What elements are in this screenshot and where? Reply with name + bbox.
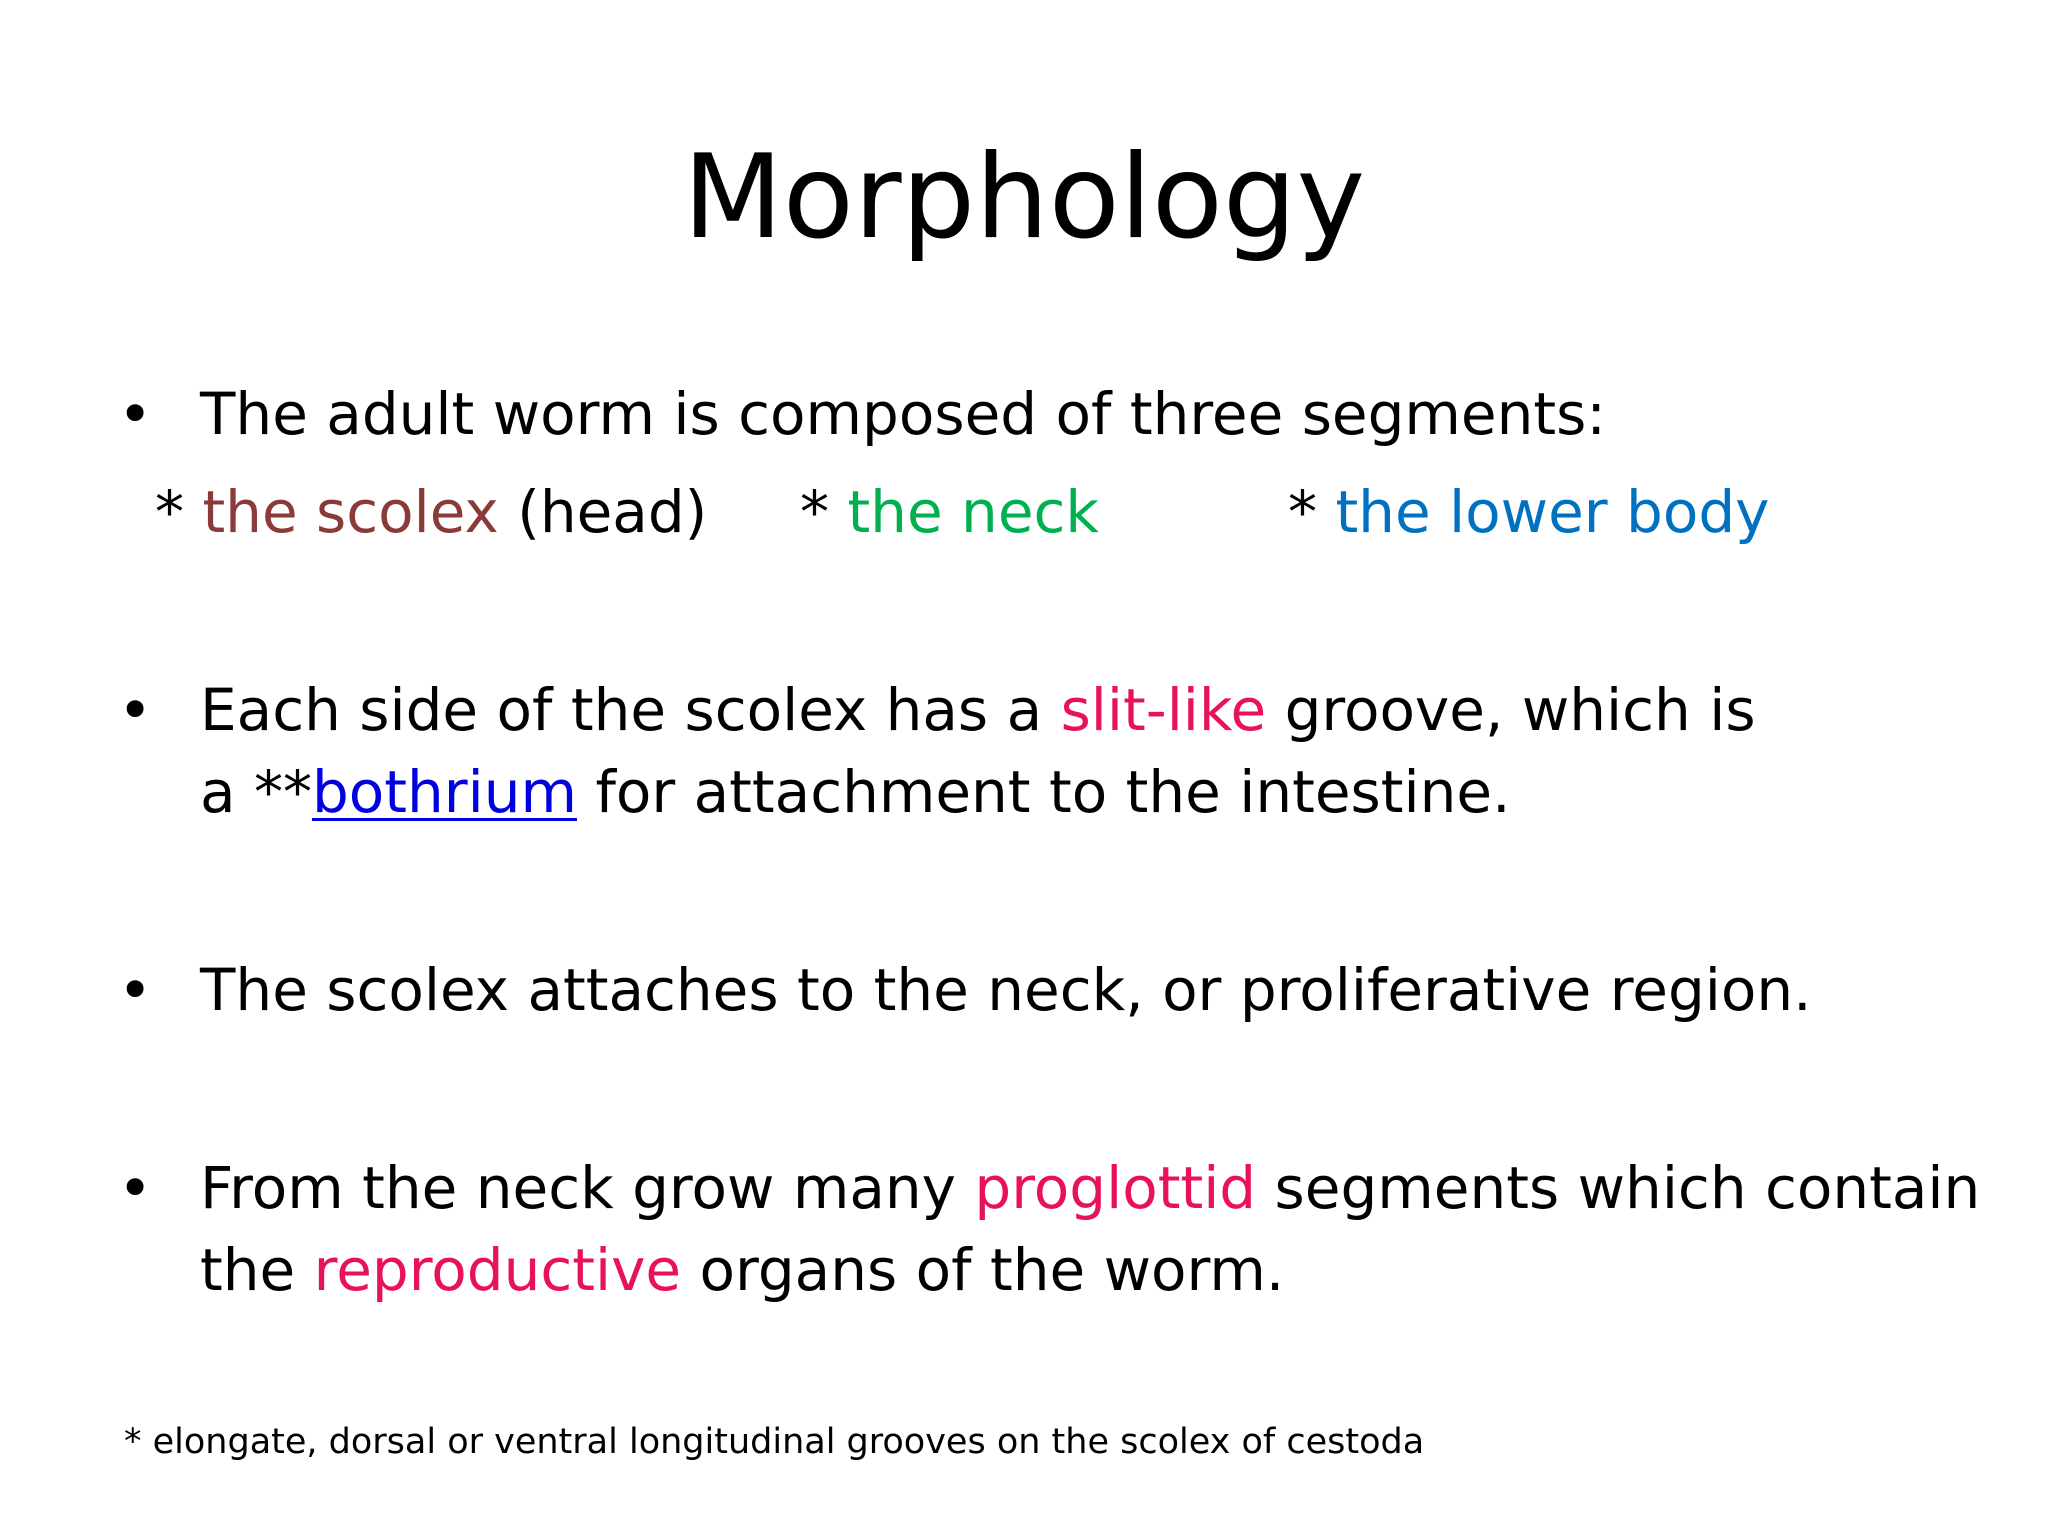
bullet-marker: • bbox=[118, 380, 153, 448]
segment-scolex bbox=[155, 472, 707, 552]
segment-scolex-label: the scolex bbox=[202, 478, 499, 546]
bothrium-link[interactable]: bothrium bbox=[311, 758, 578, 826]
reproductive-highlight: reproductive bbox=[313, 1236, 682, 1304]
bullet-2-text: a ** bbox=[200, 758, 312, 826]
bullet-4-line-2 bbox=[200, 1230, 1284, 1310]
segment-lower-star: * bbox=[1288, 478, 1336, 546]
bullet-3-text: The scolex attaches to the neck, or proliferative region. bbox=[200, 956, 1812, 1024]
bullet-marker: • bbox=[118, 676, 153, 744]
bullet-marker: • bbox=[118, 956, 153, 1024]
bullet-4-text: organs of the worm. bbox=[681, 1236, 1285, 1304]
bullet-4-line-1 bbox=[200, 1148, 1980, 1228]
bullet-2-text: groove, which is bbox=[1266, 676, 1756, 744]
bullet-2-text: Each side of the scolex has a bbox=[200, 676, 1061, 744]
footnote: * elongate, dorsal or ventral longitudinal grooves on the scolex of cestoda bbox=[124, 1422, 1425, 1462]
bullet-4-text: segments which contain bbox=[1256, 1154, 1981, 1222]
proglottid-highlight: proglottid bbox=[974, 1154, 1257, 1222]
bullet-1-text: The adult worm is composed of three segments: bbox=[200, 380, 1606, 448]
bullet-marker: • bbox=[118, 1154, 153, 1222]
segment-scolex-head: (head) bbox=[498, 478, 708, 546]
bullet-4-text: the bbox=[200, 1236, 314, 1304]
segment-neck bbox=[800, 472, 1099, 552]
slit-like-highlight: slit-like bbox=[1060, 676, 1267, 744]
bullet-4-text: From the neck grow many bbox=[200, 1154, 975, 1222]
segment-lower-label: the lower body bbox=[1335, 478, 1770, 546]
segment-scolex-star: * bbox=[155, 478, 203, 546]
segment-neck-star: * bbox=[800, 478, 848, 546]
bullet-2-line-2 bbox=[200, 752, 1511, 832]
bullet-2-text: for attachment to the intestine. bbox=[577, 758, 1511, 826]
slide-title: Morphology bbox=[682, 130, 1366, 265]
bullet-2-line-1 bbox=[200, 670, 1756, 750]
segment-lower-body bbox=[1288, 472, 1770, 552]
segment-neck-label: the neck bbox=[847, 478, 1099, 546]
